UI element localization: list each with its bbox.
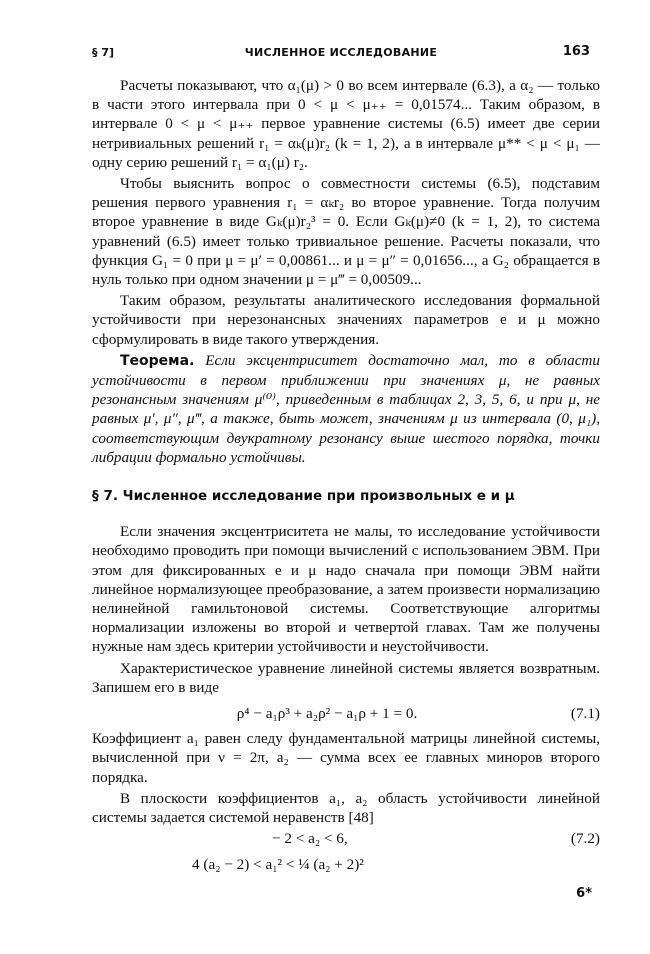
paragraph-7: В плоскости коэффициентов a₁, a₂ область устойчивости линейной системы задается системой неравенств [48] — [92, 789, 600, 826]
paragraph-2: Чтобы выяснить вопрос о совместности системы (6.5), подставим решения первого уравнения r₁ = αₖr₂ во второе уравнение. Тогда получим второе уравнение в виде Gₖ(μ)r₂³ = 0. Если Gₖ(μ)≠0 (k = 1, 2), то система уравнений (6.5) имеет только тривиальное решение. Расчеты показали, что функция G₁ = 0 при μ = μ′ = 0,00861... и μ = μ″ = 0,01656..., а G₂ обращается в нуль только при одном значении μ = μ‴ = 0,00509... — [92, 175, 600, 289]
theorem — [92, 351, 600, 467]
paragraph-1: Расчеты показывают, что α₁(μ) > 0 во всем интервале (6.3), а α₂ — только в части этого интервала при 0 < μ < μ₊₊ = 0,01574... Таким образом, в интервале 0 < μ < μ₊₊ первое уравнение системы (6.5) имеет две серии нетривиальных решений r₁ = αₖ(μ)r₂ (k = 1, 2), а в интервале μ** < μ < μ₁ — одну серию решений r₁ = α₁(μ) r₂. — [92, 77, 600, 171]
header-title: ЧИСЛЕННОЕ ИССЛЕДОВАНИЕ — [244, 46, 438, 59]
section-heading: § 7. Численное исследование при произвольных e и μ — [92, 488, 515, 505]
equation-7-1 — [92, 701, 600, 725]
signature-mark: 6* — [576, 886, 592, 901]
header-page-number: 163 — [562, 44, 590, 59]
equation-7-2-number: (7.2) — [570, 830, 600, 848]
equation-7-1-formula: ρ⁴ − a₁ρ³ + a₂ρ² − a₁ρ + 1 = 0. — [236, 705, 418, 723]
paragraph-5: Характеристическое уравнение линейной системы является возвратным. Запишем его в виде — [92, 659, 600, 696]
equation-7-2-line-2: 4 (a₂ − 2) < a₁² < ¼ (a₂ + 2)² — [192, 856, 364, 874]
running-header — [92, 42, 590, 64]
header-section-ref: § 7] — [92, 46, 115, 59]
equation-7-2-line-1: − 2 < a₂ < 6, — [272, 830, 348, 848]
equation-7-2 — [92, 829, 600, 879]
paragraph-6: Коэффициент a₁ равен следу фундаментальной матрицы линейной системы, вычисленной при ν = 2π, a₂ — сумма всех ее главных миноров второго порядка. — [92, 730, 600, 786]
theorem-text: Если эксцентриситет достаточно мал, то в области устойчивости в первом приближении при значениях μ, не равных резонансным значениям μ⁽⁰⁾, приведенным в таблицах 2, 3, 5, 6, и при μ, не равных μ′, μ″, μ‴, а также, быть может, значениям μ из интервала (0, μ₁), соответствующим двукратному резонансу выше шестого порядка, точки либрации формально устойчивы. — [92, 351, 600, 466]
page-body — [92, 76, 600, 881]
paragraph-3: Таким образом, результаты аналитического исследования формальной устойчивости при нерезонансных значениях параметров e и μ можно сформулировать в виде такого утверждения. — [92, 292, 600, 348]
equation-7-1-number: (7.1) — [570, 705, 600, 723]
theorem-label: Теорема. — [120, 352, 195, 369]
paragraph-4: Если значения эксцентриситета не малы, то исследование устойчивости необходимо проводить при помощи вычислений с использованием ЭВМ. При этом для фиксированных e и μ надо сначала при помощи ЭВМ найти линейное нормализующее преобразование, а затем произвести нормализацию нелинейной гамильтоновой системы. Соответствующие алгоритмы нормализации изложены во второй и четвертой главах. Там же получены нужные нам здесь критерии устойчивости и неустойчивости. — [92, 523, 600, 656]
